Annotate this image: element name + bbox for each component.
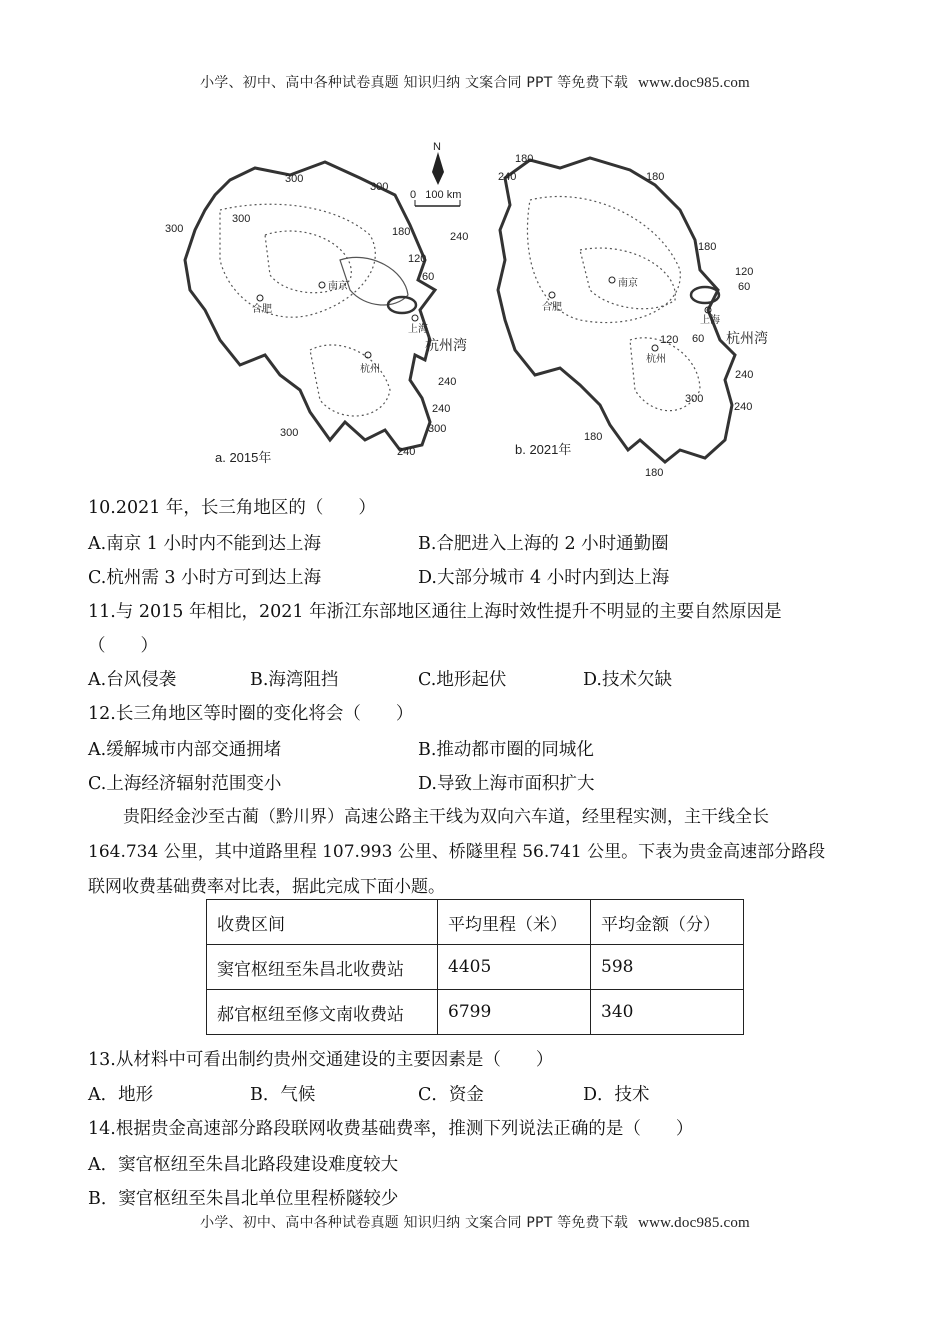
contour-label: 240 bbox=[734, 401, 753, 413]
contour-label: 240 bbox=[450, 231, 469, 243]
q12-option-d[interactable]: D.导致上海市面积扩大 bbox=[418, 774, 595, 794]
contour-label: 300 bbox=[165, 223, 184, 235]
q11-option-b[interactable]: B.海湾阻挡 bbox=[250, 670, 339, 690]
table-cell: 340 bbox=[591, 990, 744, 1035]
q14-option-a[interactable]: A．窦官枢纽至朱昌北路段建设难度较大 bbox=[88, 1155, 399, 1175]
q13-option-c[interactable]: C．资金 bbox=[418, 1085, 484, 1105]
q11-option-c[interactable]: C.地形起伏 bbox=[418, 670, 507, 690]
q11-stem: 11.与 2015 年相比，2021 年浙江东部地区通往上海时效性提升不明显的主要自然原因是 bbox=[88, 602, 782, 622]
table-header-row bbox=[207, 900, 744, 945]
passage-line-1: 贵阳经金沙至古蔺（黔川界）高速公路主干线为双向六车道，经里程实测，主干线全长 bbox=[123, 807, 769, 827]
contour-label: 240 bbox=[432, 403, 451, 415]
city-label: 杭州 bbox=[646, 354, 666, 365]
q10-option-a[interactable]: A.南京 1 小时内不能到达上海 bbox=[88, 534, 321, 554]
region-outline bbox=[185, 162, 435, 450]
contour-label: 240 bbox=[397, 446, 416, 458]
map-2015 bbox=[165, 162, 467, 465]
q10-option-d[interactable]: D.大部分城市 4 小时内到达上海 bbox=[418, 568, 670, 588]
contour-label: 240 bbox=[498, 171, 517, 183]
isochrone-map-figure bbox=[160, 140, 780, 479]
contour-label: 120 bbox=[735, 266, 754, 278]
q12-option-a[interactable]: A.缓解城市内部交通拥堵 bbox=[88, 740, 282, 760]
table-cell: 郝官枢纽至修文南收费站 bbox=[207, 990, 438, 1035]
city-label: 杭州 bbox=[360, 364, 380, 375]
q12-option-c[interactable]: C.上海经济辐射范围变小 bbox=[88, 774, 282, 794]
table-header-cell: 平均里程（米） bbox=[438, 900, 591, 945]
bay-label: 杭州湾 bbox=[425, 337, 467, 353]
q12-option-b[interactable]: B.推动都市圈的同城化 bbox=[418, 740, 594, 760]
q10-option-c[interactable]: C.杭州需 3 小时方可到达上海 bbox=[88, 568, 322, 588]
map-2021 bbox=[450, 153, 768, 479]
q14-stem: 14.根据贵金高速部分路段联网收费基础费率，推测下列说法正确的是（ ） bbox=[88, 1119, 694, 1139]
contour-label: 180 bbox=[698, 241, 717, 253]
contour-label: 300 bbox=[280, 427, 299, 439]
table-row bbox=[207, 990, 744, 1035]
contour-label: 180 bbox=[515, 153, 534, 165]
contour-label: 180 bbox=[392, 226, 411, 238]
q13-stem: 13.从材料中可看出制约贵州交通建设的主要因素是（ ） bbox=[88, 1050, 554, 1070]
svg-text:0 100 km: 0 100 km bbox=[410, 189, 462, 201]
city-label: 上海 bbox=[408, 324, 428, 335]
table-cell: 窦官枢纽至朱昌北收费站 bbox=[207, 945, 438, 990]
q10-option-b[interactable]: B.合肥进入上海的 2 小时通勤圈 bbox=[418, 534, 669, 554]
table-cell: 598 bbox=[591, 945, 744, 990]
table-row bbox=[207, 945, 744, 990]
svg-text:N: N bbox=[433, 141, 441, 153]
passage bbox=[88, 800, 878, 905]
city-label: 南京 bbox=[328, 281, 348, 292]
table-header-cell: 平均金额（分） bbox=[591, 900, 744, 945]
q14-option-b[interactable]: B．窦官枢纽至朱昌北单位里程桥隧较少 bbox=[88, 1189, 399, 1209]
q12-stem: 12.长三角地区等时圈的变化将会（ ） bbox=[88, 704, 414, 724]
contour-label: 180 bbox=[645, 467, 664, 479]
contour-label: 300 bbox=[370, 181, 389, 193]
table-cell: 4405 bbox=[438, 945, 591, 990]
contour-label: 240 bbox=[438, 376, 457, 388]
city-label: 合肥 bbox=[252, 304, 272, 315]
contour-label: 180 bbox=[646, 171, 665, 183]
north-arrow bbox=[432, 141, 444, 185]
region-outline bbox=[498, 158, 735, 462]
footer-text: 小学、初中、高中各种试卷真题 知识归纳 文案合同 PPT 等免费下载 bbox=[200, 1215, 629, 1231]
contour-label: 60 bbox=[422, 271, 435, 283]
contour-label: 300 bbox=[285, 173, 304, 185]
q13-option-a[interactable]: A．地形 bbox=[88, 1085, 154, 1105]
bay-label: 杭州湾 bbox=[726, 330, 768, 346]
contour-label: 60 bbox=[692, 333, 705, 345]
passage-line-2: 164.734 公里，其中道路里程 107.993 公里、桥隧里程 56.741 公里。下表为贵金高速部分路段 bbox=[88, 842, 826, 862]
toll-rate-table bbox=[206, 899, 744, 1035]
contour-label: 120 bbox=[408, 253, 427, 265]
map-caption: a. 2015年 bbox=[215, 450, 272, 465]
header-text: 小学、初中、高中各种试卷真题 知识归纳 文案合同 PPT 等免费下载 bbox=[200, 75, 629, 91]
city-label: 合肥 bbox=[542, 302, 562, 313]
contour-label: 60 bbox=[738, 281, 751, 293]
city-label: 南京 bbox=[618, 278, 638, 289]
scale-bar bbox=[410, 189, 461, 206]
q10-stem: 10.2021 年，长三角地区的（ ） bbox=[88, 498, 376, 518]
contour-label: 240 bbox=[735, 369, 754, 381]
contour-label: 300 bbox=[232, 213, 251, 225]
contour-label: 120 bbox=[660, 334, 679, 346]
page-footer bbox=[0, 1212, 950, 1232]
city-label: 上海 bbox=[700, 315, 720, 326]
q11-stem-blank: （ ） bbox=[88, 636, 158, 656]
header-site: www.doc985.com bbox=[638, 75, 750, 91]
contour-label: 180 bbox=[584, 431, 603, 443]
footer-site: www.doc985.com bbox=[638, 1215, 750, 1231]
q13-option-b[interactable]: B．气候 bbox=[250, 1085, 316, 1105]
table-cell: 6799 bbox=[438, 990, 591, 1035]
contour-label: 300 bbox=[428, 423, 447, 435]
table-header-cell: 收费区间 bbox=[207, 900, 438, 945]
q11-option-a[interactable]: A.台风侵袭 bbox=[88, 670, 177, 690]
q13-option-d[interactable]: D．技术 bbox=[583, 1085, 650, 1105]
q11-option-d[interactable]: D.技术欠缺 bbox=[583, 670, 672, 690]
passage-line-3: 联网收费基础费率对比表，据此完成下面小题。 bbox=[88, 877, 445, 897]
map-caption: b. 2021年 bbox=[515, 442, 572, 457]
contour-label: 300 bbox=[685, 393, 704, 405]
page-header bbox=[0, 72, 950, 92]
